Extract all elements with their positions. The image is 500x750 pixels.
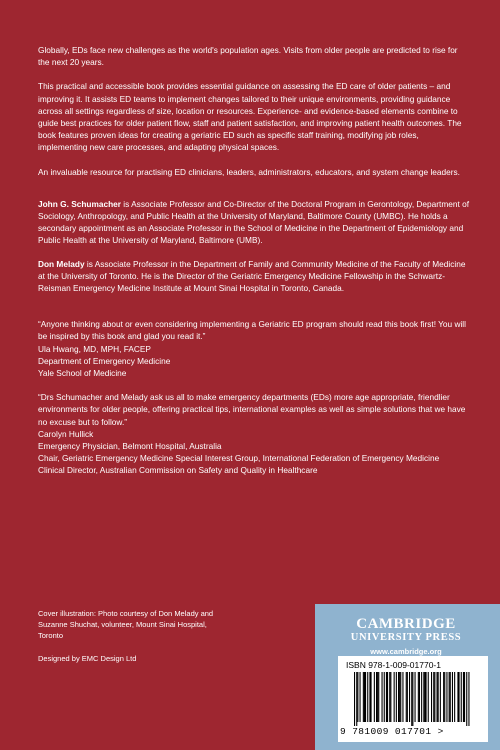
author-text-2: is Associate Professor in the Department of Family and Community Medicine of the Faculty of Medicine at the University of Toronto. He is the Director of the Geriatric Emergency Medicine Fellowship in the Schwartz-Reisman Emergency Medicine Institute at Mount Sinai Hospital in Toronto, Canada. bbox=[38, 258, 466, 294]
intro-paragraph-2: This practical and accessible book provides essential guidance on assessing the ED care of older patients – and improving it. It assists ED teams to implement changes tailored to their unique environments, providing guidance across all settings regardless of size, location or resources. Experience- and evidence-based elements combine to guide best practices for older patient flow, staff and patient satisfaction, and improving patient health outcomes. The book features proven ideas for creating a geriatric ED such as specific staff training, modifying job roles, implementing new care processes, and adapting physical spaces. bbox=[38, 81, 462, 153]
quote-attribution: Carolyn Hullick bbox=[38, 428, 94, 439]
publisher-logo bbox=[341, 616, 471, 644]
author-text-1: is Associate Professor and Co-Director of the Doctoral Program in Gerontology, Department of Sociology, Anthropology, and Public Health at the University of Maryland, Baltimore County (UMBC). He holds a secondary appointment as an Associate Professor in the School of Medicine in the Department of Epidemiology and Public Health at the University of Maryland, Baltimore (UMB). bbox=[38, 198, 470, 246]
quote-attribution: Ula Hwang, MD, MPH, FACEP bbox=[38, 343, 151, 354]
author-name-2: Don Melady bbox=[38, 258, 85, 269]
quote-attribution: Emergency Physician, Belmont Hospital, Australia bbox=[38, 441, 222, 452]
barcode-icon bbox=[354, 672, 472, 726]
author-name-1: John G. Schumacher bbox=[38, 198, 121, 209]
author-bio-1 bbox=[38, 198, 470, 247]
publisher-name-line1: CAMBRIDGE bbox=[356, 616, 456, 632]
endorsement-1 bbox=[38, 318, 470, 379]
quote-attribution: Department of Emergency Medicine bbox=[38, 355, 171, 366]
publisher-url: www.cambridge.org bbox=[370, 647, 442, 656]
quote-attribution: Yale School of Medicine bbox=[38, 368, 127, 379]
quote-text-2: “Drs Schumacher and Melady ask us all to make emergency departments (EDs) more age appropriate, friendlier environments for older people, offering practical tips, international examples as well as simple solutions that we have no excuse but to follow.” bbox=[38, 392, 466, 427]
quote-attribution: Clinical Director, Australian Commission on Safety and Quality in Healthcare bbox=[38, 465, 318, 476]
back-cover-text bbox=[38, 44, 470, 489]
designer-credit: Designed by EMC Design Ltd bbox=[38, 654, 137, 663]
intro-paragraph-1: Globally, EDs face new challenges as the world's population ages. Visits from older people are predicted to rise for the next 20 years. bbox=[38, 45, 458, 68]
endorsements bbox=[38, 318, 470, 476]
isbn-text: ISBN 978-1-009-01770-1 bbox=[346, 660, 441, 670]
cover-credit: Cover illustration: Photo courtesy of Don Melady and Suzanne Shuchat, volunteer, Mount Sinai Hospital, Toronto bbox=[38, 609, 214, 640]
quote-text-1: “Anyone thinking about or even considering implementing a Geriatric ED program should read this book first! You will be inspired by this book and glad you read it.” bbox=[38, 319, 466, 342]
author-bio-2 bbox=[38, 258, 470, 295]
barcode-panel bbox=[338, 656, 488, 742]
publisher-name-line2: UNIVERSITY PRESS bbox=[350, 632, 462, 643]
quote-attribution: Chair, Geriatric Emergency Medicine Special Interest Group, International Federation of Emergency Medicine bbox=[38, 453, 440, 464]
credits bbox=[38, 608, 228, 676]
intro-paragraph-3: An invaluable resource for practising ED clinicians, leaders, administrators, educators, and system change leaders. bbox=[38, 166, 460, 177]
barcode-digits: 9 781009 017701 > bbox=[340, 726, 444, 737]
endorsement-2 bbox=[38, 391, 470, 476]
